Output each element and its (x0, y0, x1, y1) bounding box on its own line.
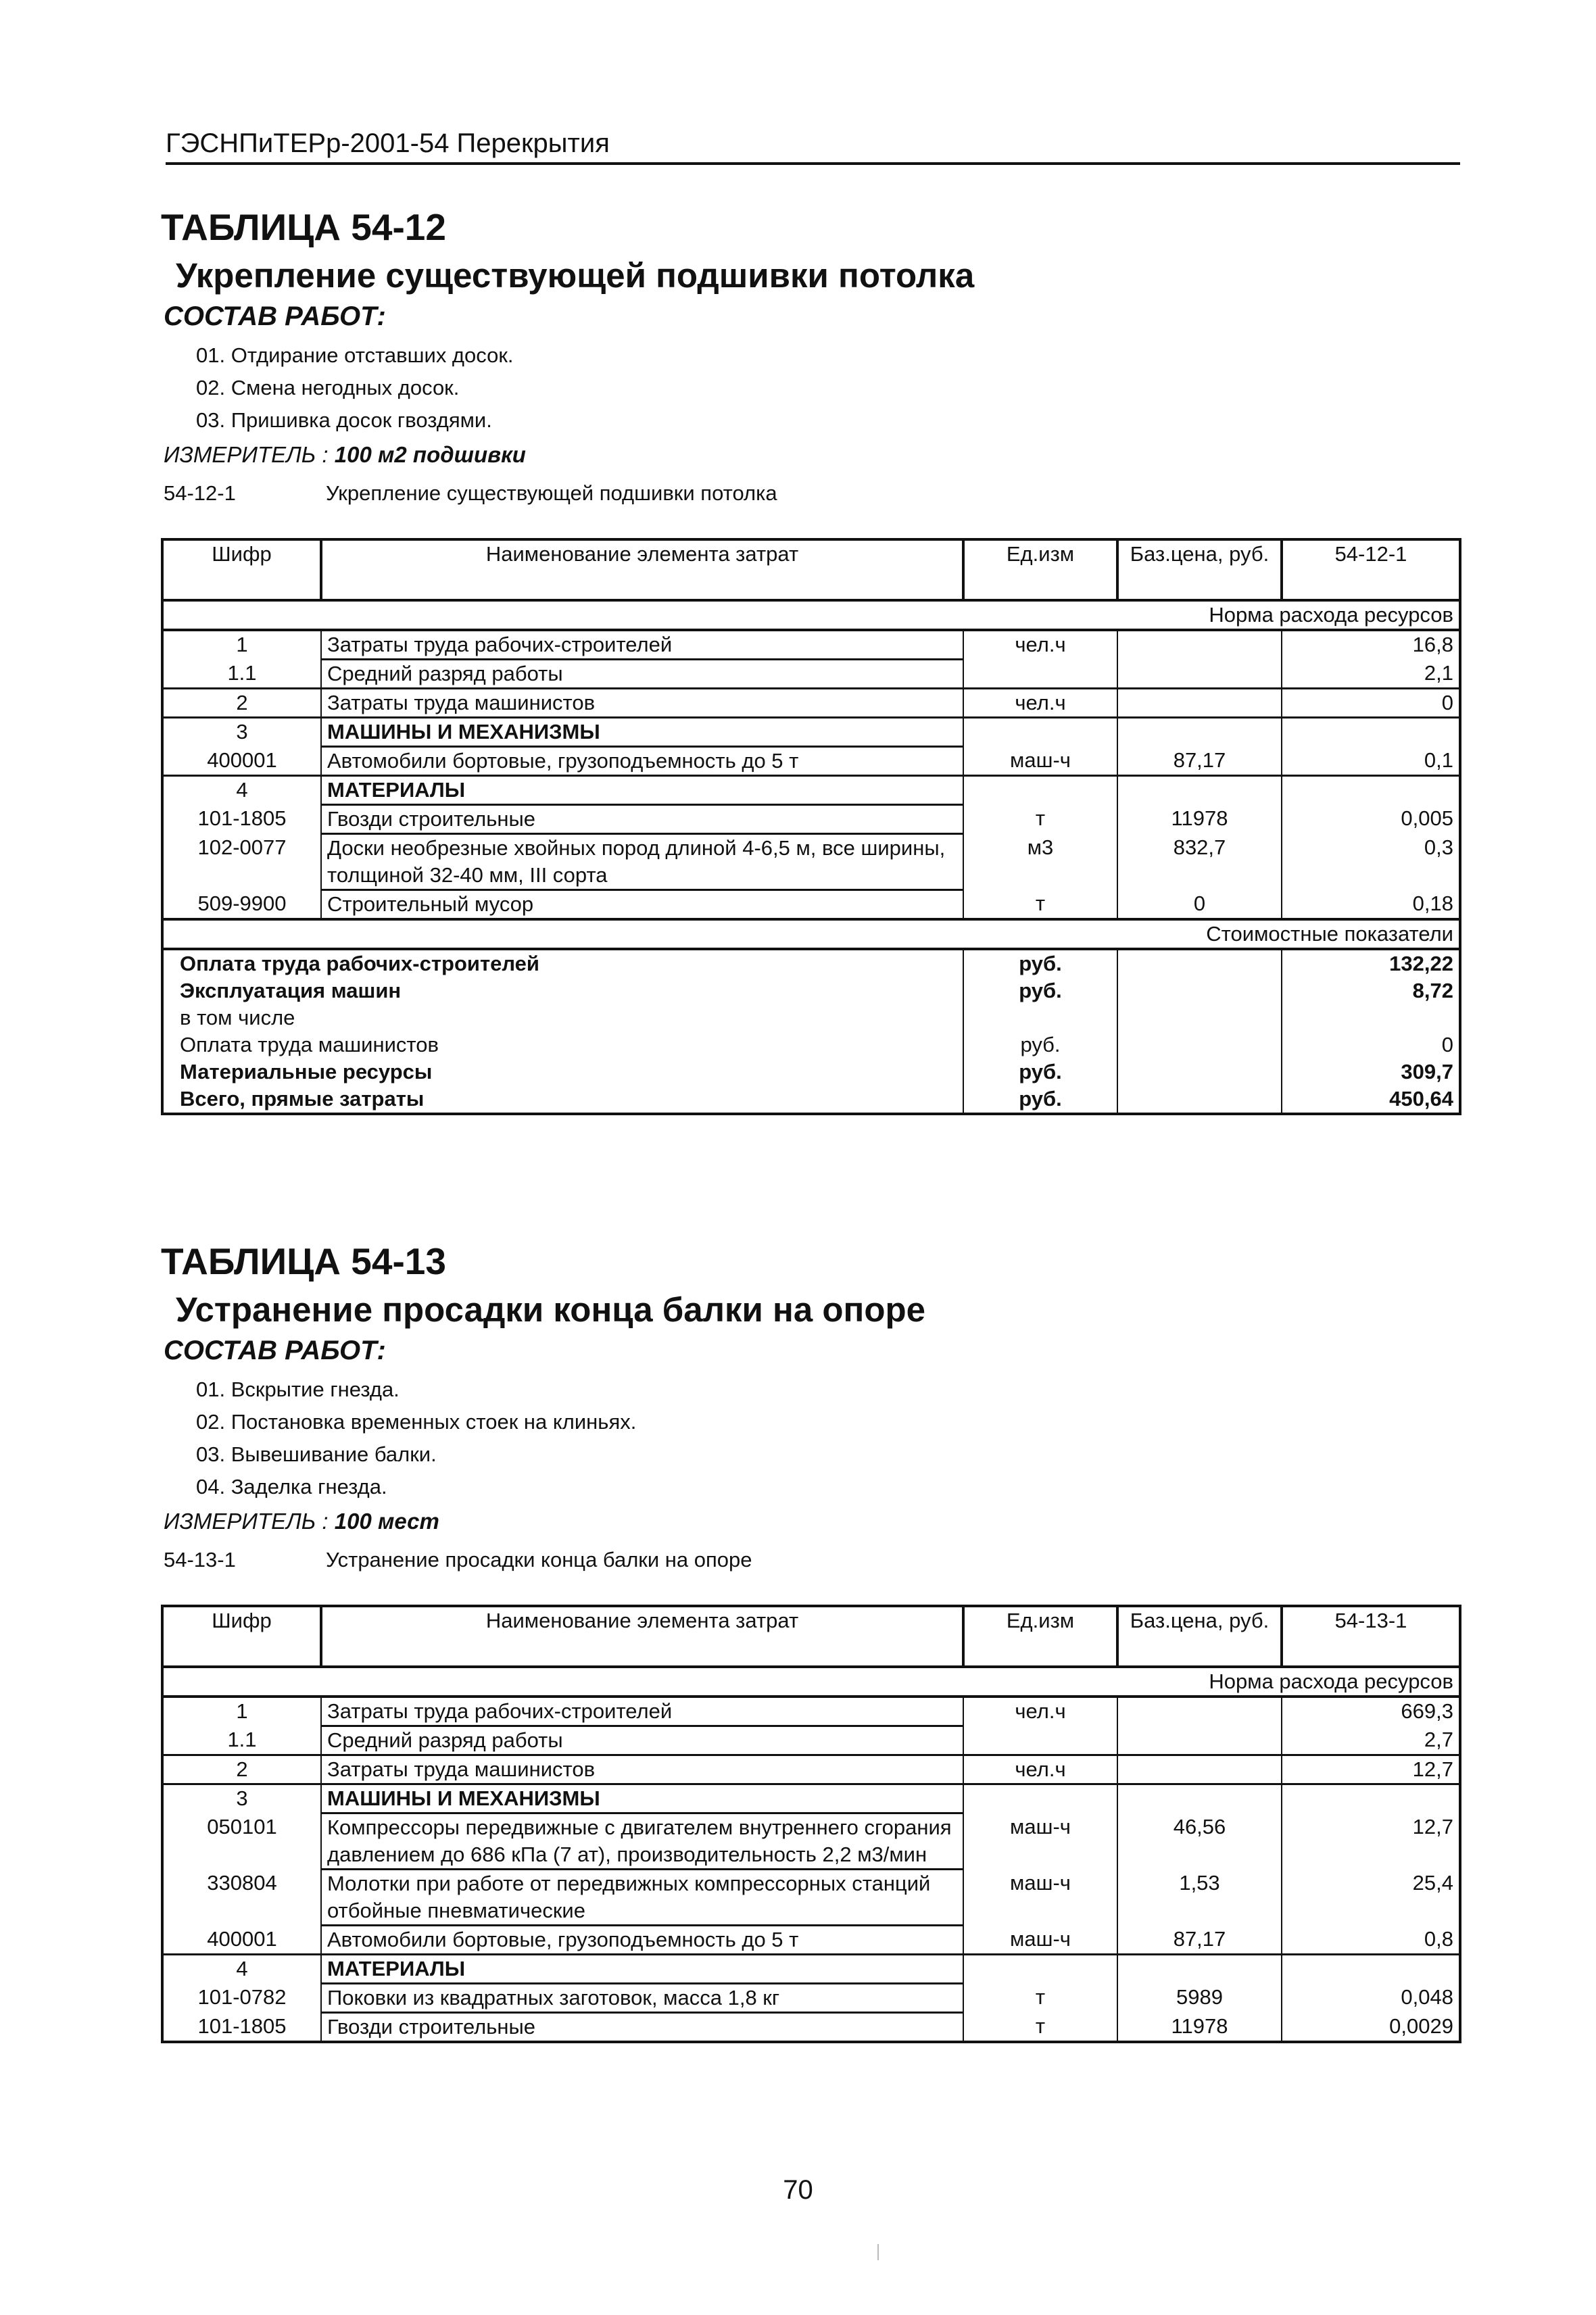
sostav-label: СОСТАВ РАБОТ: (164, 1336, 386, 1365)
row-name: Компрессоры передвижные с двигателем внутреннего сгорания давлением до 686 кПа (7 ат), производительность 2,2 м3/мин (321, 1813, 963, 1870)
col-header-code: Шифр (162, 539, 321, 600)
row-unit: чел.ч (963, 1697, 1117, 1726)
row-value: 0 (1282, 689, 1460, 718)
row-name: Затраты труда машинистов (321, 1755, 963, 1784)
summary-value: 309,7 (1282, 1058, 1460, 1086)
table-row (162, 630, 1460, 660)
table-row (162, 1955, 1460, 1984)
row-code: 1.1 (162, 1726, 321, 1755)
row-name: Затраты труда машинистов (321, 689, 963, 718)
cost-label-row (162, 919, 1460, 949)
norm-table (161, 538, 1461, 1115)
col-header-value: 54-12-1 (1282, 539, 1460, 600)
cost-label: Стоимостные показатели (162, 919, 1460, 949)
row-name: МАШИНЫ И МЕХАНИЗМЫ (321, 718, 963, 747)
row-value: 0,0029 (1282, 2013, 1460, 2043)
summary-unit: руб. (963, 1086, 1117, 1114)
table-row (162, 660, 1460, 689)
summary-price (1117, 1058, 1282, 1086)
norm-table (161, 1605, 1461, 2043)
row-unit (963, 776, 1117, 805)
row-value: 0,18 (1282, 890, 1460, 920)
row-value (1282, 776, 1460, 805)
row-code: 400001 (162, 747, 321, 776)
col-header-value: 54-13-1 (1282, 1606, 1460, 1667)
row-unit (963, 718, 1117, 747)
row-price (1117, 689, 1282, 718)
row-price (1117, 630, 1282, 660)
row-value: 0,8 (1282, 1926, 1460, 1955)
sostav-label: СОСТАВ РАБОТ: (164, 301, 386, 331)
table-row (162, 1726, 1460, 1755)
row-code: 4 (162, 776, 321, 805)
row-price (1117, 1697, 1282, 1726)
item-name: Устранение просадки конца балки на опоре (326, 1548, 752, 1571)
row-code: 1 (162, 1697, 321, 1726)
summary-price (1117, 949, 1282, 977)
izmeritel-label: ИЗМЕРИТЕЛЬ : (164, 442, 329, 467)
item-line (164, 477, 1466, 510)
row-name: Строительный мусор (321, 890, 963, 920)
row-unit: маш-ч (963, 747, 1117, 776)
row-price: 5989 (1117, 1984, 1282, 2013)
row-code: 400001 (162, 1926, 321, 1955)
table-title: ТАБЛИЦА 54-12 (161, 206, 446, 248)
summary-label: Оплата труда машинистов (162, 1031, 963, 1058)
table-row (162, 890, 1460, 920)
item-code: 54-13-1 (164, 1548, 236, 1571)
table-row (162, 1784, 1460, 1813)
row-value (1282, 1955, 1460, 1984)
table-row (162, 1697, 1460, 1726)
izmeritel-value: 100 м2 подшивки (334, 442, 526, 467)
izmeritel-value: 100 мест (334, 1509, 439, 1534)
row-unit (963, 1955, 1117, 1984)
row-price (1117, 776, 1282, 805)
table-row (162, 689, 1460, 718)
summary-label: Эксплуатация машин (162, 977, 963, 1004)
summary-value (1282, 1004, 1460, 1031)
row-unit: т (963, 890, 1117, 920)
row-unit (963, 1784, 1117, 1813)
row-price: 11978 (1117, 805, 1282, 834)
row-name: Автомобили бортовые, грузоподъемность до 5 т (321, 1926, 963, 1955)
table-header-row (162, 539, 1460, 600)
table-row (162, 1755, 1460, 1784)
work-item: 02. Постановка временных стоек на клиньях. (196, 1410, 637, 1434)
col-header-name: Наименование элемента затрат (321, 539, 963, 600)
row-name: МАШИНЫ И МЕХАНИЗМЫ (321, 1784, 963, 1813)
row-code: 050101 (162, 1813, 321, 1870)
summary-value: 450,64 (1282, 1086, 1460, 1114)
summary-row (162, 977, 1460, 1004)
row-name: Средний разряд работы (321, 660, 963, 689)
row-code: 3 (162, 1784, 321, 1813)
row-unit: чел.ч (963, 1755, 1117, 1784)
row-name: Гвозди строительные (321, 2013, 963, 2043)
summary-price (1117, 977, 1282, 1004)
summary-row (162, 1086, 1460, 1114)
col-header-unit: Ед.изм (963, 539, 1117, 600)
row-code: 2 (162, 1755, 321, 1784)
row-code: 4 (162, 1955, 321, 1984)
page-number: 70 (783, 2175, 813, 2205)
row-name: МАТЕРИАЛЫ (321, 776, 963, 805)
row-value: 25,4 (1282, 1870, 1460, 1926)
table-header-row (162, 1606, 1460, 1667)
summary-label: в том числе (162, 1004, 963, 1031)
summary-label: Оплата труда рабочих-строителей (162, 949, 963, 977)
izmeritel-line (164, 1505, 1466, 1538)
summary-price (1117, 1004, 1282, 1031)
row-name: Гвозди строительные (321, 805, 963, 834)
work-list (196, 1373, 1466, 1503)
table-row (162, 776, 1460, 805)
summary-value: 8,72 (1282, 977, 1460, 1004)
summary-label: Всего, прямые затраты (162, 1086, 963, 1114)
row-code: 509-9900 (162, 890, 321, 920)
norm-label-row (162, 600, 1460, 630)
row-price: 11978 (1117, 2013, 1282, 2043)
row-unit: чел.ч (963, 689, 1117, 718)
row-value: 0,3 (1282, 834, 1460, 890)
row-code: 1.1 (162, 660, 321, 689)
row-name: Молотки при работе от передвижных компрессорных станций отбойные пневматические (321, 1870, 963, 1926)
section-table-54-12 (161, 203, 1466, 1115)
row-price (1117, 1784, 1282, 1813)
table-row (162, 2013, 1460, 2043)
row-unit: м3 (963, 834, 1117, 890)
summary-row (162, 1004, 1460, 1031)
norm-label: Норма расхода ресурсов (162, 600, 1460, 630)
izmeritel-label: ИЗМЕРИТЕЛЬ : (164, 1509, 329, 1534)
row-price: 832,7 (1117, 834, 1282, 890)
row-name: МАТЕРИАЛЫ (321, 1955, 963, 1984)
row-unit: т (963, 805, 1117, 834)
row-unit: маш-ч (963, 1813, 1117, 1870)
row-unit: маш-ч (963, 1870, 1117, 1926)
row-price (1117, 1955, 1282, 1984)
row-name: Автомобили бортовые, грузоподъемность до 5 т (321, 747, 963, 776)
row-unit: т (963, 2013, 1117, 2043)
row-code: 1 (162, 630, 321, 660)
row-value (1282, 1784, 1460, 1813)
izmeritel-line (164, 438, 1466, 472)
work-item: 03. Пришивка досок гвоздями. (196, 408, 492, 432)
row-code: 2 (162, 689, 321, 718)
item-code: 54-12-1 (164, 481, 236, 505)
row-code: 101-1805 (162, 805, 321, 834)
row-price (1117, 1755, 1282, 1784)
row-name: Затраты труда рабочих-строителей (321, 1697, 963, 1726)
row-name: Доски необрезные хвойных пород длиной 4-6,5 м, все ширины, толщиной 32-40 мм, III сорта (321, 834, 963, 890)
work-item: 03. Вывешивание балки. (196, 1442, 437, 1466)
section-table-54-13 (161, 1237, 1466, 2043)
row-price: 46,56 (1117, 1813, 1282, 1870)
running-header: ГЭСНПиТЕРр-2001-54 Перекрытия (166, 126, 1460, 165)
row-value: 12,7 (1282, 1755, 1460, 1784)
row-unit: маш-ч (963, 1926, 1117, 1955)
work-item: 01. Вскрытие гнезда. (196, 1378, 400, 1401)
table-row (162, 718, 1460, 747)
summary-unit: руб. (963, 1031, 1117, 1058)
row-value: 0,005 (1282, 805, 1460, 834)
row-name: Поковки из квадратных заготовок, масса 1,8 кг (321, 1984, 963, 2013)
work-list (196, 339, 1466, 437)
table-title: ТАБЛИЦА 54-13 (161, 1240, 446, 1282)
norm-label-row (162, 1667, 1460, 1697)
row-value: 16,8 (1282, 630, 1460, 660)
table-row (162, 1870, 1460, 1926)
summary-value: 132,22 (1282, 949, 1460, 977)
table-row (162, 805, 1460, 834)
row-value: 0,1 (1282, 747, 1460, 776)
row-price (1117, 1726, 1282, 1755)
work-item: 04. Заделка гнезда. (196, 1475, 387, 1498)
item-line (164, 1544, 1466, 1576)
row-code: 3 (162, 718, 321, 747)
table-row (162, 1813, 1460, 1870)
row-code: 101-0782 (162, 1984, 321, 2013)
row-unit (963, 660, 1117, 689)
table-row (162, 1926, 1460, 1955)
summary-value: 0 (1282, 1031, 1460, 1058)
work-item: 01. Отдирание отставших досок. (196, 343, 514, 367)
summary-price (1117, 1086, 1282, 1114)
summary-row (162, 949, 1460, 977)
work-item: 02. Смена негодных досок. (196, 376, 460, 399)
summary-row (162, 1031, 1460, 1058)
col-header-code: Шифр (162, 1606, 321, 1667)
row-price: 0 (1117, 890, 1282, 920)
row-value (1282, 718, 1460, 747)
col-header-price: Баз.цена, руб. (1117, 539, 1282, 600)
row-value: 12,7 (1282, 1813, 1460, 1870)
row-value: 2,1 (1282, 660, 1460, 689)
row-unit (963, 1726, 1117, 1755)
table-row (162, 747, 1460, 776)
row-unit: чел.ч (963, 630, 1117, 660)
row-price: 87,17 (1117, 747, 1282, 776)
summary-price (1117, 1031, 1282, 1058)
row-name: Затраты труда рабочих-строителей (321, 630, 963, 660)
row-price: 1,53 (1117, 1870, 1282, 1926)
scan-mark (877, 2244, 879, 2260)
item-name: Укрепление существующей подшивки потолка (326, 481, 777, 505)
norm-label: Норма расхода ресурсов (162, 1667, 1460, 1697)
summary-label: Материальные ресурсы (162, 1058, 963, 1086)
summary-unit: руб. (963, 977, 1117, 1004)
table-subtitle: Укрепление существующей подшивки потолка (176, 256, 975, 295)
row-code: 101-1805 (162, 2013, 321, 2043)
summary-row (162, 1058, 1460, 1086)
summary-unit: руб. (963, 949, 1117, 977)
table-row (162, 834, 1460, 890)
row-price: 87,17 (1117, 1926, 1282, 1955)
row-unit: т (963, 1984, 1117, 2013)
col-header-name: Наименование элемента затрат (321, 1606, 963, 1667)
row-name: Средний разряд работы (321, 1726, 963, 1755)
row-value: 2,7 (1282, 1726, 1460, 1755)
row-code: 102-0077 (162, 834, 321, 890)
summary-unit: руб. (963, 1058, 1117, 1086)
row-code: 330804 (162, 1870, 321, 1926)
row-value: 669,3 (1282, 1697, 1460, 1726)
table-subtitle: Устранение просадки конца балки на опоре (176, 1290, 926, 1329)
col-header-price: Баз.цена, руб. (1117, 1606, 1282, 1667)
row-price (1117, 718, 1282, 747)
table-row (162, 1984, 1460, 2013)
col-header-unit: Ед.изм (963, 1606, 1117, 1667)
row-price (1117, 660, 1282, 689)
summary-unit (963, 1004, 1117, 1031)
row-value: 0,048 (1282, 1984, 1460, 2013)
